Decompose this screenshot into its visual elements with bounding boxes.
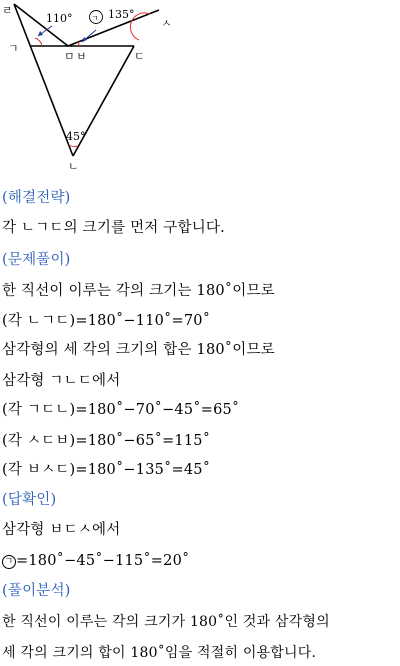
solving-heading: (문제풀이) xyxy=(2,252,71,268)
label-m: ㅁ xyxy=(64,50,75,63)
arc-110 xyxy=(35,38,42,46)
strategy-heading: (해결전략) xyxy=(2,190,71,206)
angle-45-label: 45° xyxy=(66,130,86,143)
solution-line-1: 한 직선이 이루는 각의 크기는 180˚이므로 xyxy=(2,283,275,299)
label-left: ㄱ xyxy=(8,42,19,55)
answer-heading: (답확인) xyxy=(2,492,57,508)
analysis-line-1: 한 직선이 이루는 각의 크기가 180˚인 것과 삼각형의 xyxy=(2,614,330,630)
solution-line-8: 삼각형 ㅂㄷㅅ에서 xyxy=(2,522,121,538)
label-bottom: ㄴ xyxy=(68,160,79,173)
solution-line-9-text: =180˚−45˚−115˚=20˚ xyxy=(16,553,190,569)
angle-135-label: 135° xyxy=(108,8,135,21)
strategy-text: 각 ㄴㄱㄷ의 크기를 먼저 구합니다. xyxy=(2,220,225,236)
label-top-left: ㄹ xyxy=(2,4,13,17)
arc-45 xyxy=(69,145,78,147)
angle-110-label: 110° xyxy=(46,12,73,25)
analysis-line-2: 세 각의 크기의 합이 180˚임을 적절히 이용합니다. xyxy=(2,645,317,661)
geometry-figure xyxy=(0,0,175,173)
solution-line-9 xyxy=(2,551,189,571)
label-right: ㄷ xyxy=(134,50,145,63)
label-top-right: ㅅ xyxy=(161,17,172,30)
solution-line-7: (각 ㅂㅅㄷ)=180˚−135˚=45˚ xyxy=(2,462,211,478)
solution-line-6: (각 ㅅㄷㅂ)=180˚−65˚=115˚ xyxy=(2,433,211,449)
solution-line-5: (각 ㄱㄷㄴ)=180˚−70˚−45˚=65˚ xyxy=(2,402,240,418)
solution-line-3: 삼각형의 세 각의 크기의 합은 180˚이므로 xyxy=(2,342,275,358)
analysis-heading: (풀이분석) xyxy=(2,583,71,599)
solution-line-4: 삼각형 ㄱㄴㄷ에서 xyxy=(2,373,121,389)
unknown-angle-symbol: ㄱ xyxy=(91,14,99,23)
unknown-angle-mark: ㄱ xyxy=(2,555,16,569)
label-b: ㅂ xyxy=(76,50,87,63)
solution-line-2: (각 ㄴㄱㄷ)=180˚−110˚=70˚ xyxy=(2,313,211,329)
